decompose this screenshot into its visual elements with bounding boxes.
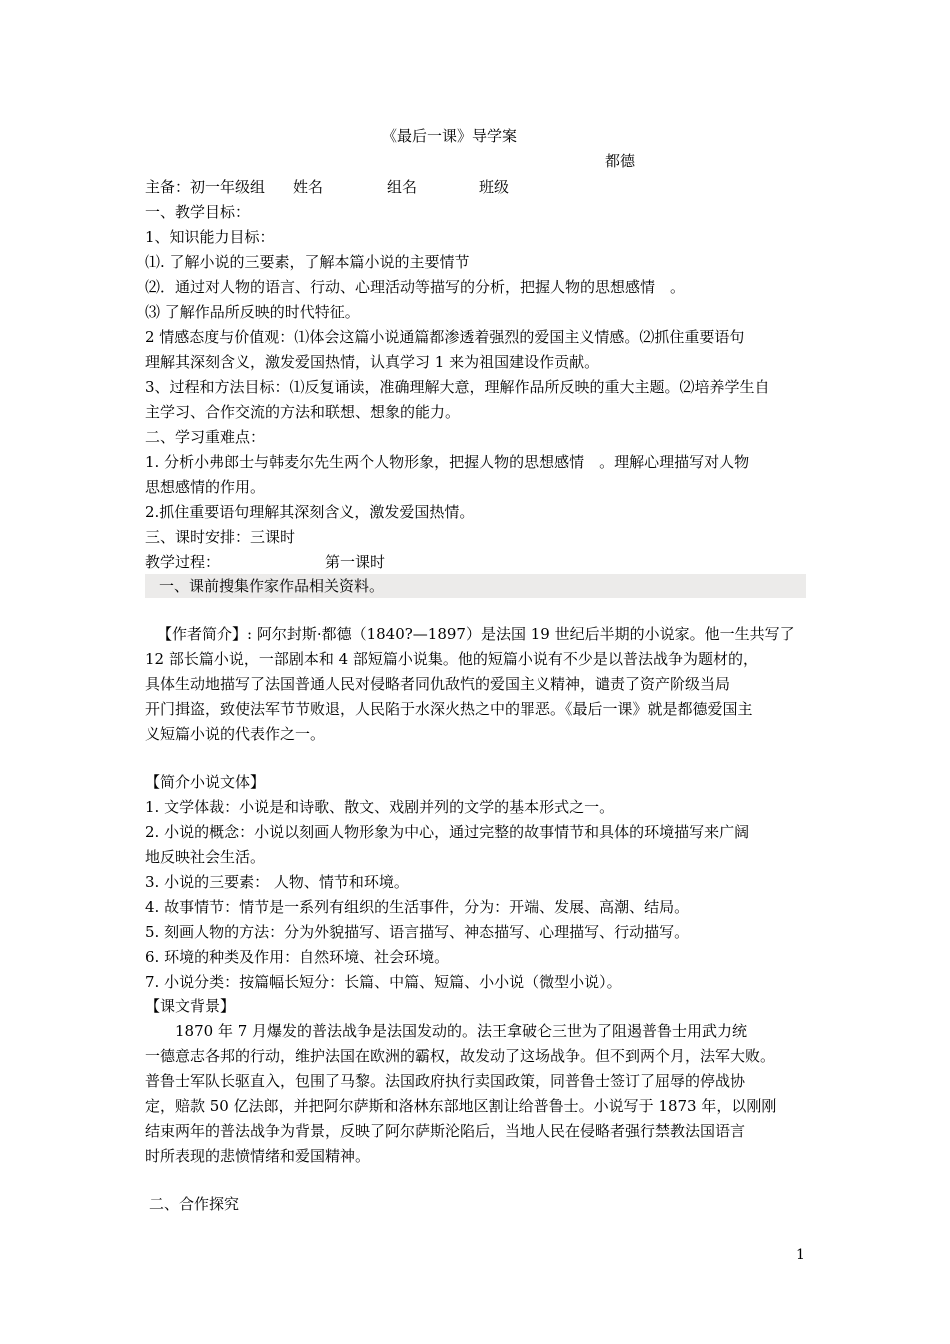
section-heading-keypoints: 二、学习重难点： bbox=[145, 428, 266, 446]
background-heading: 【课文背景】 bbox=[145, 997, 236, 1015]
genre-heading: 【简介小说文体】 bbox=[145, 773, 266, 791]
text-line: 理解其深刻含义，激发爱国热情，认真学习 1 来为祖国建设作贡献。 bbox=[145, 353, 600, 371]
document-title: 《最后一课》导学案 bbox=[382, 127, 518, 145]
text-line: 3、过程和方法目标：⑴反复诵读，准确理解大意，理解作品所反映的重大主题。⑵培养学生自 bbox=[145, 378, 770, 396]
text-line: ⑴. 了解小说的三要素，了解本篇小说的主要情节 bbox=[145, 253, 470, 271]
author-intro-line: 具体生动地描写了法国普通人民对侵略者同仇敌忾的爱国主义精神，谴责了资产阶级当局 bbox=[145, 675, 731, 693]
text-line: 2 情感态度与价值观：⑴体会这篇小说通篇都渗透着强烈的爱国主义情感。⑵抓住重要语句 bbox=[145, 328, 745, 346]
text-line: 1. 分析小弗郎士与韩麦尔先生两个人物形象，把握人物的思想感情 。理解心理描写对人物 bbox=[145, 453, 750, 471]
text-line: ⑶ 了解作品所反映的时代特征。 bbox=[145, 303, 360, 321]
genre-line: 7. 小说分类：按篇幅长短分：长篇、中篇、短篇、小小说（微型小说）。 bbox=[145, 973, 622, 991]
section-heading-schedule: 三、课时安排：三课时 bbox=[145, 528, 296, 546]
section-heading-goals: 一、教学目标： bbox=[145, 203, 251, 221]
background-line: 定，赔款 50 亿法郎，并把阿尔萨斯和洛林东部地区割让给普鲁士。小说写于 1873 年，以刚刚 bbox=[145, 1097, 777, 1115]
genre-line: 3. 小说的三要素： 人物、情节和环境。 bbox=[145, 873, 409, 891]
author-name: 都德 bbox=[605, 152, 636, 170]
background-line: 时所表现的悲愤情绪和爱国精神。 bbox=[145, 1147, 371, 1165]
background-line: 一德意志各邦的行动，维护法国在欧洲的霸权，故发动了这场战争。但不到两个月，法军大败。 bbox=[145, 1047, 776, 1065]
name-label: 姓名 bbox=[293, 178, 324, 196]
page-number: 1 bbox=[796, 1247, 805, 1263]
group-label: 组名 bbox=[387, 178, 418, 196]
genre-line: 2. 小说的概念：小说以刻画人物形象为中心，通过完整的故事情节和具体的环境描写来广阔 bbox=[145, 823, 750, 841]
background-line: 普鲁士军队长驱直入，包围了马黎。法国政府执行卖国政策，同普鲁士签订了屈辱的停战协 bbox=[145, 1072, 746, 1090]
header-row bbox=[145, 175, 825, 199]
text-line: 主学习、合作交流的方法和联想、想象的能力。 bbox=[145, 403, 461, 421]
genre-line: 5. 刻画人物的方法：分为外貌描写、语言描写、神态描写、心理描写、行动描写。 bbox=[145, 923, 690, 941]
genre-line: 地反映社会生活。 bbox=[145, 848, 266, 866]
genre-line: 4. 故事情节：情节是一系列有组织的生活事件，分为：开端、发展、高潮、结局。 bbox=[145, 898, 690, 916]
author-intro-line: 【作者简介】: 阿尔封斯·都德（1840?—1897）是法国 19 世纪后半期的小说家。他一生共写了 bbox=[157, 625, 795, 643]
class-label: 班级 bbox=[479, 178, 510, 196]
author-intro-line: 开门揖盗，致使法军节节败退，人民陷于水深火热之中的罪恶。《最后一课》就是都德爱国主 bbox=[145, 700, 753, 718]
genre-line: 1. 文学体裁：小说是和诗歌、散文、戏剧并列的文学的基本形式之一。 bbox=[145, 798, 615, 816]
text-line: 思想感情的作用。 bbox=[145, 478, 266, 496]
background-line: 1870 年 7 月爆发的普法战争是法国发动的。法王拿破仑三世为了阻遏普鲁士用武力统 bbox=[175, 1022, 748, 1040]
text-line: ⑵．通过对人物的语言、行动、心理活动等描写的分析，把握人物的思想感情 。 bbox=[145, 278, 686, 296]
text-line: 1、知识能力目标： bbox=[145, 228, 275, 246]
lesson-label: 第一课时 bbox=[325, 553, 386, 571]
step-one-heading: 一、课前搜集作家作品相关资料。 bbox=[145, 574, 806, 598]
author-intro-line: 12 部长篇小说，一部剧本和 4 部短篇小说集。他的短篇小说有不少是以普法战争为题材的， bbox=[145, 650, 758, 668]
host-label: 主备：初一年级组 bbox=[145, 178, 266, 196]
step-two-heading: 二、合作探究 bbox=[149, 1195, 240, 1213]
process-row bbox=[145, 550, 825, 574]
text-line: 2.抓住重要语句理解其深刻含义，激发爱国热情。 bbox=[145, 503, 475, 521]
author-intro-line: 义短篇小说的代表作之一。 bbox=[145, 725, 326, 743]
background-line: 结束两年的普法战争为背景，反映了阿尔萨斯沦陷后，当地人民在侵略者强行禁教法国语言 bbox=[145, 1122, 746, 1140]
genre-line: 6. 环境的种类及作用：自然环境、社会环境。 bbox=[145, 948, 450, 966]
process-label: 教学过程： bbox=[145, 553, 221, 571]
